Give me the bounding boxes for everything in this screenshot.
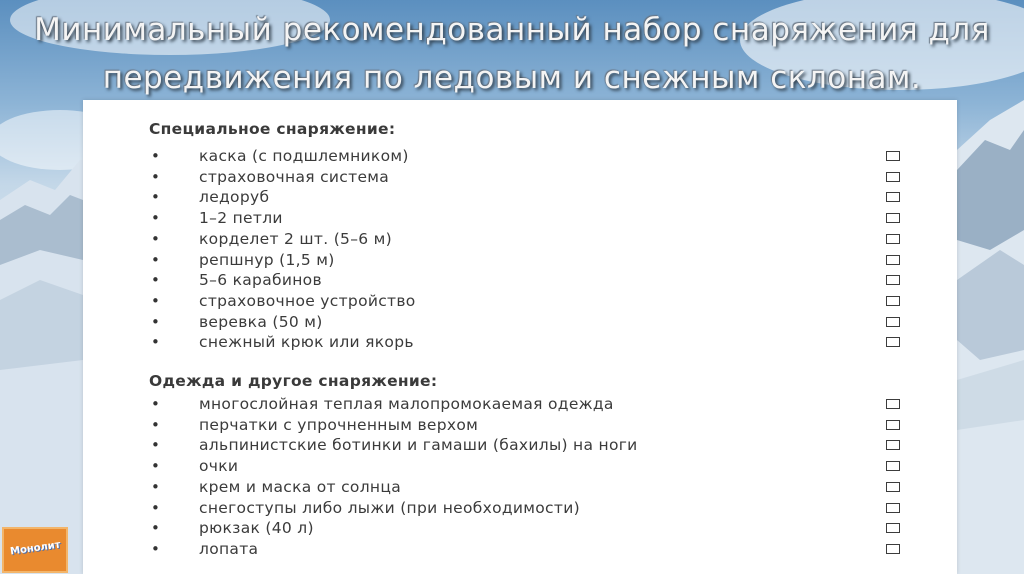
equipment-checklist-sheet	[83, 100, 957, 574]
list-item	[83, 167, 957, 188]
bullet: •	[151, 436, 160, 455]
list-item	[83, 456, 957, 477]
list-item	[83, 435, 957, 456]
list-item-label: репшнур (1,5 м)	[199, 250, 335, 269]
item-checkbox[interactable]	[886, 255, 900, 265]
list-item-label: ледоруб	[199, 188, 270, 207]
bullet: •	[151, 415, 160, 434]
list-item-label: страховочная система	[199, 167, 390, 186]
item-checkbox[interactable]	[886, 172, 900, 182]
list-item	[83, 477, 957, 498]
list-item-label: очки	[199, 457, 239, 476]
list-item-label: многослойная теплая малопромокаемая одежда	[199, 395, 614, 413]
list-item	[83, 415, 957, 436]
item-checkbox[interactable]	[886, 317, 900, 327]
list-item-label: 1–2 петли	[199, 209, 283, 228]
logo-text: Монолит	[9, 539, 62, 558]
list-item	[83, 498, 957, 519]
bullet: •	[151, 498, 160, 517]
list-item	[83, 187, 957, 208]
section-title-special: Специальное снаряжение:	[149, 120, 396, 138]
item-checkbox[interactable]	[886, 482, 900, 492]
bullet: •	[151, 229, 160, 248]
list-item-label: лопата	[199, 539, 259, 558]
list-item	[83, 394, 957, 415]
item-checkbox[interactable]	[886, 523, 900, 533]
item-checkbox[interactable]	[886, 440, 900, 450]
item-checkbox[interactable]	[886, 213, 900, 223]
list-item	[83, 539, 957, 560]
bullet: •	[151, 188, 160, 207]
list-item-label: 5–6 карабинов	[199, 271, 322, 290]
list-item-label: корделет 2 шт. (5–6 м)	[199, 229, 392, 248]
list-item-label: крем и маска от солнца	[199, 477, 401, 496]
list-item	[83, 250, 957, 271]
list-item-label: каска (с подшлемником)	[199, 147, 409, 165]
item-checkbox[interactable]	[886, 461, 900, 471]
bullet: •	[151, 333, 160, 352]
list-item-label: снегоступы либо лыжи (при необходимости)	[199, 498, 580, 517]
monolit-logo	[2, 527, 68, 573]
bullet: •	[151, 519, 160, 538]
list-item	[83, 312, 957, 333]
list-item-label: рюкзак (40 л)	[199, 519, 314, 538]
item-checkbox[interactable]	[886, 234, 900, 244]
bullet: •	[151, 271, 160, 290]
item-checkbox[interactable]	[886, 275, 900, 285]
list-item	[83, 208, 957, 229]
item-checkbox[interactable]	[886, 151, 900, 161]
slide-title	[0, 6, 1024, 102]
list-item	[83, 146, 957, 167]
item-checkbox[interactable]	[886, 420, 900, 430]
bullet: •	[151, 312, 160, 331]
list-item	[83, 332, 957, 353]
item-checkbox[interactable]	[886, 544, 900, 554]
list-item-label: веревка (50 м)	[199, 312, 323, 331]
item-checkbox[interactable]	[886, 192, 900, 202]
list-item-label: снежный крюк или якорь	[199, 333, 414, 352]
list-item-label: альпинистские ботинки и гамаши (бахилы) на ноги	[199, 436, 638, 455]
bullet: •	[151, 250, 160, 269]
item-checkbox[interactable]	[886, 399, 900, 409]
bullet: •	[151, 209, 160, 228]
bullet: •	[151, 457, 160, 476]
bullet: •	[151, 167, 160, 186]
list-item	[83, 229, 957, 250]
list-item	[83, 518, 957, 539]
item-checkbox[interactable]	[886, 503, 900, 513]
list-item-label: страховочное устройство	[199, 291, 416, 310]
list-item	[83, 270, 957, 291]
bullet: •	[151, 147, 160, 165]
list-item	[83, 291, 957, 312]
slide-title-line-1: Минимальный рекомендованный набор снаряжения для	[34, 12, 990, 48]
item-checkbox[interactable]	[886, 337, 900, 347]
bullet: •	[151, 477, 160, 496]
bullet: •	[151, 291, 160, 310]
bullet: •	[151, 539, 160, 558]
bullet: •	[151, 395, 160, 413]
slide-title-line-2: передвижения по ледовым и снежным склонам.	[102, 60, 922, 96]
item-checkbox[interactable]	[886, 296, 900, 306]
section-title-clothing: Одежда и другое снаряжение:	[149, 372, 438, 390]
list-item-label: перчатки с упрочненным верхом	[199, 415, 479, 434]
